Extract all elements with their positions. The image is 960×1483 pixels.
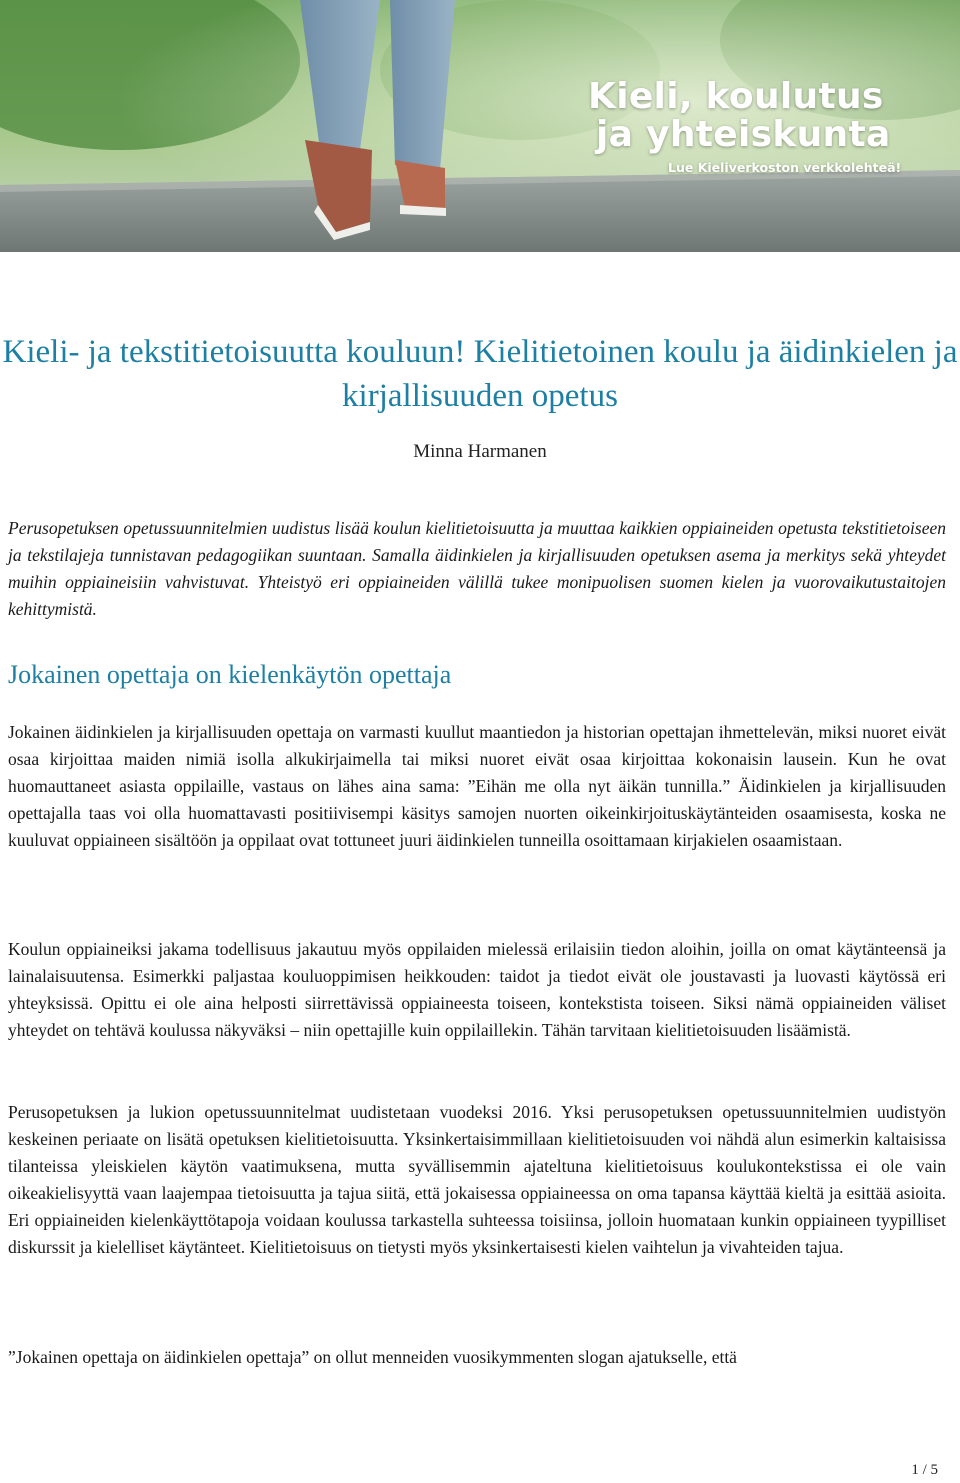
article-author: Minna Harmanen bbox=[413, 441, 547, 462]
article-title: Kieli- ja tekstitietoisuutta kouluun! Kielitietoinen koulu ja äidinkielen ja kirjallisuuden opetus bbox=[2, 334, 958, 414]
banner-title bbox=[588, 78, 901, 176]
body-paragraph-2: Koulun oppiaineiksi jakama todellisuus jakautuu myös oppilaiden mielessä erilaisiin tiedon aloihin, joilla on omat käytänteensä ja lainalaisuutensa. Esimerkki paljastaa kouluoppimisen heikkouden: taidot ja tiedot eivät ole joustavasti ja luovasti käytössä eri yhteyksissä. Opittu ei ole aina helposti siirrettävissä oppiaineesta toiseen, kontekstista toiseen. Siksi nämä oppiaineiden väliset yhteydet on tehtävä koulussa näkyväksi – niin opettajille kuin oppilaillekin. Tähän tarvitaan kielitietoisuuden lisäämistä. bbox=[8, 939, 946, 1040]
banner-tagline: Lue Kieliverkoston verkkolehteä! bbox=[668, 160, 902, 175]
article-lead: Perusopetuksen opetussuunnitelmien uudistus lisää koulun kielitietoisuutta ja muuttaa kaikkien oppiaineiden opetusta tekstitietoiseen ja tekstilajeja tunnistavan pedagogiikan suuntaan. Samalla äidinkielen ja kirjallisuuden opetuksen asema ja merkitys sekä yhteydet muihin oppiaineisiin vahvistuvat. Yhteistyö eri oppiaineiden välillä tukee monipuolisen suomen kielen ja vuorovaikutustaitojen kehittymistä. bbox=[8, 518, 946, 619]
header-banner bbox=[0, 0, 960, 252]
page-number: 1 / 5 bbox=[911, 1462, 938, 1478]
banner-line1: Kieli, koulutus bbox=[588, 76, 884, 117]
banner-line2: ja yhteiskunta bbox=[596, 114, 891, 155]
body-paragraph-3: Perusopetuksen ja lukion opetussuunnitelmat uudistetaan vuodeksi 2016. Yksi perusopetuksen opetussuunnitelmien uudistyön keskeinen periaate on lisätä opetuksen kielitietoisuutta. Yksinkertaisimmillaan kielitietoisuuden voi nähdä alun esimerkin kaltaisissa tilanteissa yleiskielen käytön vaatimuksena, mutta syvällisemmin ajateltuna kielitietoisuus koulukontekstissa ei ole vain oikeakielisyyttä vaan laajempaa tietoisuutta ja tajua siitä, että jokaisessa oppiaineessa on oma tapansa käyttää kieltä ja esittää asioita. Eri oppiaineiden kielenkäyttötapoja voidaan koulussa tarkastella suhteessa toisiinsa, jolloin huomataan kunkin oppiaineen tyypilliset diskurssit ja kielelliset käytänteet. Kielitietoisuus on tietysti myös yksinkertaisesti kielen vaihtelun ja vivahteiden tajua. bbox=[8, 1102, 946, 1257]
section-heading: Jokainen opettaja on kielenkäytön opettaja bbox=[8, 660, 452, 689]
body-paragraph-1: Jokainen äidinkielen ja kirjallisuuden opettaja on varmasti kuullut maantiedon ja historian opettajan ihmettelevän, miksi nuoret eivät osaa kirjoittaa maiden nimiä isolla alkukirjaimella tai miksi nuoret eivät osaa kirjoittaa kokonaisin lausein. Kun he ovat huomauttaneet asiasta oppilaille, vastaus on lähes aina sama: ”Eihän me olla nyt äikän tunnilla.” Äidinkielen ja kirjallisuuden opettajalla taas voi olla huomattavasti positiivisempi käsitys samojen nuorten oikeinkirjoituskäytänteiden osaamisesta, koska ne kuuluvat oppiaineen sisältöön ja oppilaat ovat tottuneet juuri äidinkielen tunneilla osoittamaan kirjakielen osaamistaan. bbox=[8, 722, 946, 850]
body-paragraph-4: ”Jokainen opettaja on äidinkielen opettaja” on ollut menneiden vuosikymmenten slogan ajatukselle, että bbox=[8, 1347, 737, 1367]
